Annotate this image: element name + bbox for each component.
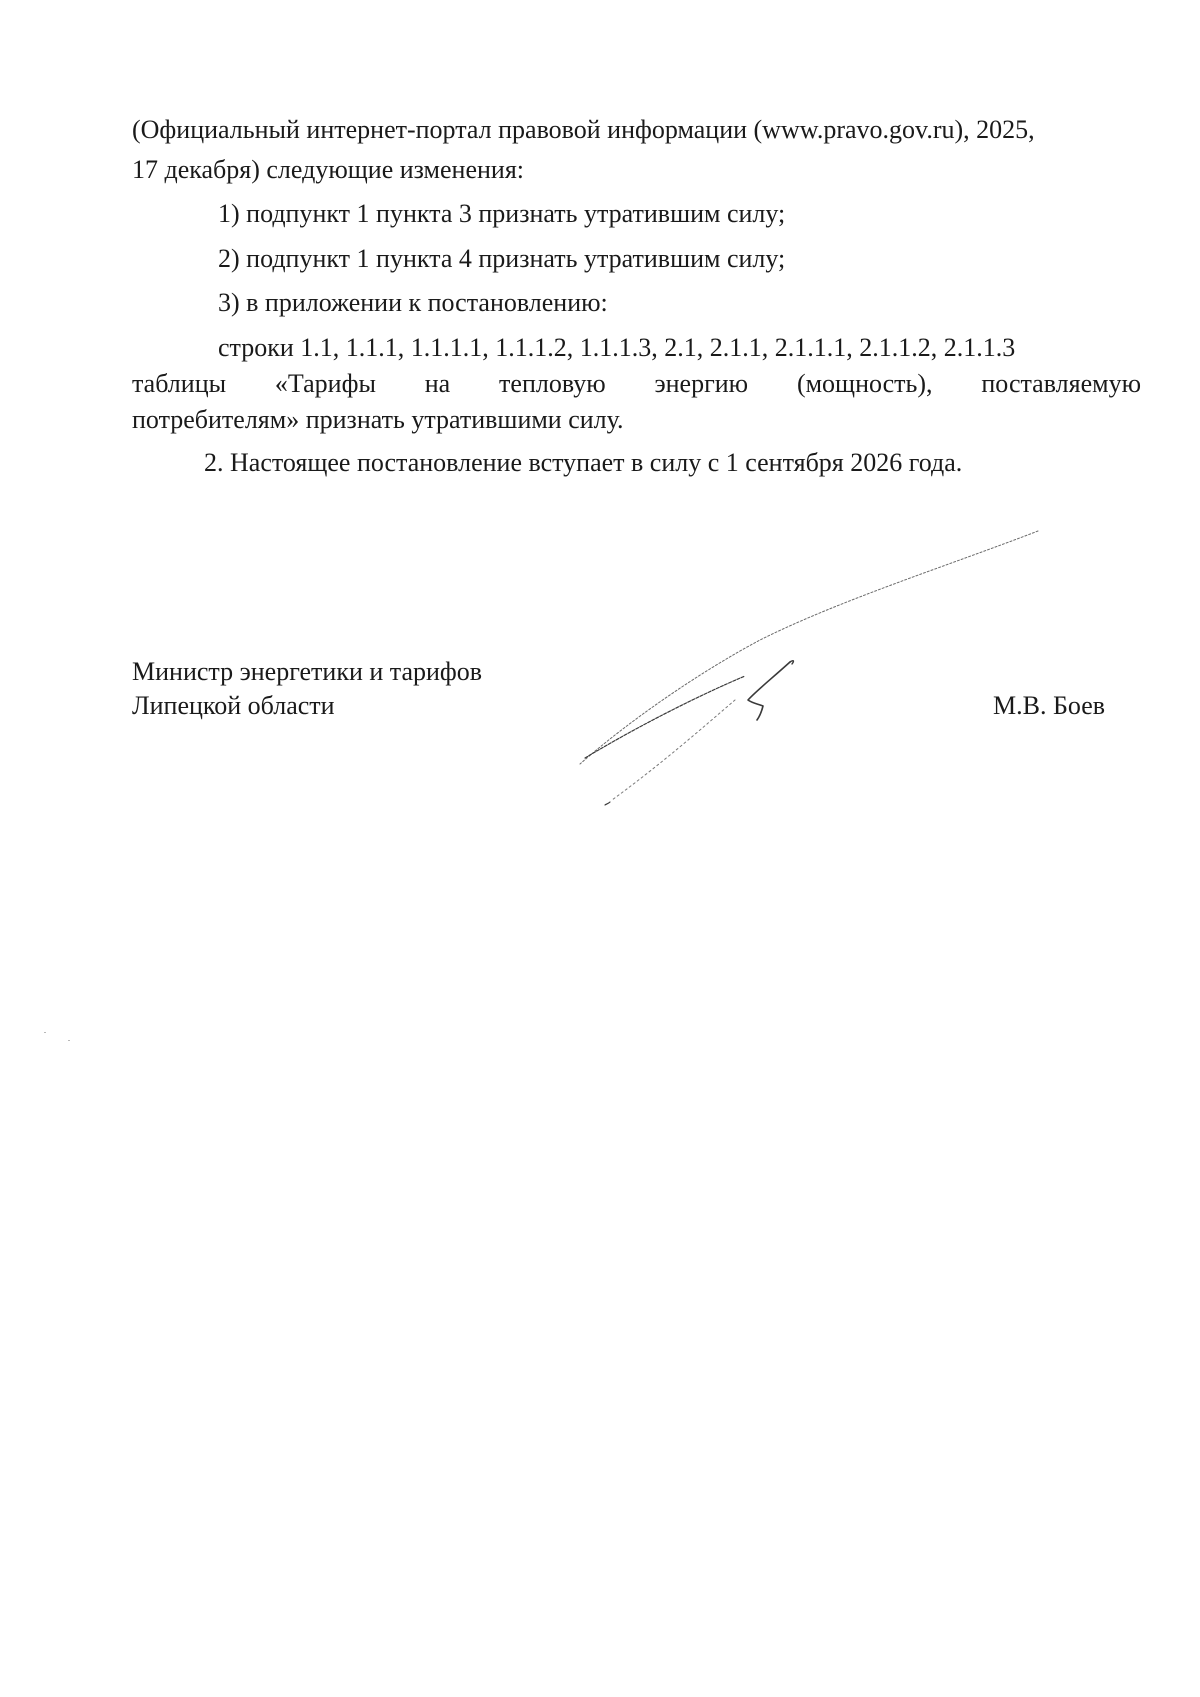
word: поставляемую: [981, 369, 1141, 398]
signatory-name: М.В. Боев: [993, 691, 1106, 720]
signature-long-stroke: [580, 531, 1038, 764]
signature-tick: [790, 661, 793, 664]
scan-speck: [68, 1040, 70, 1041]
rows-line-1: строки 1.1, 1.1.1, 1.1.1.1, 1.1.1.2, 1.1.1.3, 2.1, 2.1.1, 2.1.1.1, 2.1.1.2, 2.1.1.3: [218, 333, 1016, 362]
item-3: 3) в приложении к постановлению:: [218, 288, 608, 317]
signature-initial: [748, 662, 790, 720]
preamble-line-1: [132, 114, 1141, 146]
signature-tail: [612, 700, 735, 800]
preamble-text-1: (Официальный интернет-портал правовой информации (www.pravo.gov.ru), 2025,: [132, 115, 1035, 144]
item-2: 2) подпункт 1 пункта 4 признать утратившим силу;: [218, 244, 786, 273]
rows-line-3: потребителям» признать утратившими силу.: [132, 405, 624, 434]
scan-speck: [44, 1032, 46, 1033]
word: тепловую: [499, 369, 606, 398]
word: энергию: [654, 369, 749, 398]
signatory-title-1: Министр энергетики и тарифов: [132, 657, 483, 686]
rows-line-2: [132, 368, 1141, 400]
signature-end: [605, 802, 610, 805]
word: на: [424, 369, 451, 398]
word: «Тарифы: [274, 369, 376, 398]
clause-2: 2. Настоящее постановление вступает в силу с 1 сентября 2026 года.: [204, 448, 963, 477]
word: таблицы: [132, 369, 227, 398]
item-1: 1) подпункт 1 пункта 3 признать утратившим силу;: [218, 199, 786, 228]
signature-underline: [585, 676, 745, 758]
word: (мощность),: [796, 369, 933, 398]
signatory-title-2: Липецкой области: [132, 691, 335, 720]
preamble-line-2: 17 декабря) следующие изменения:: [132, 155, 525, 184]
